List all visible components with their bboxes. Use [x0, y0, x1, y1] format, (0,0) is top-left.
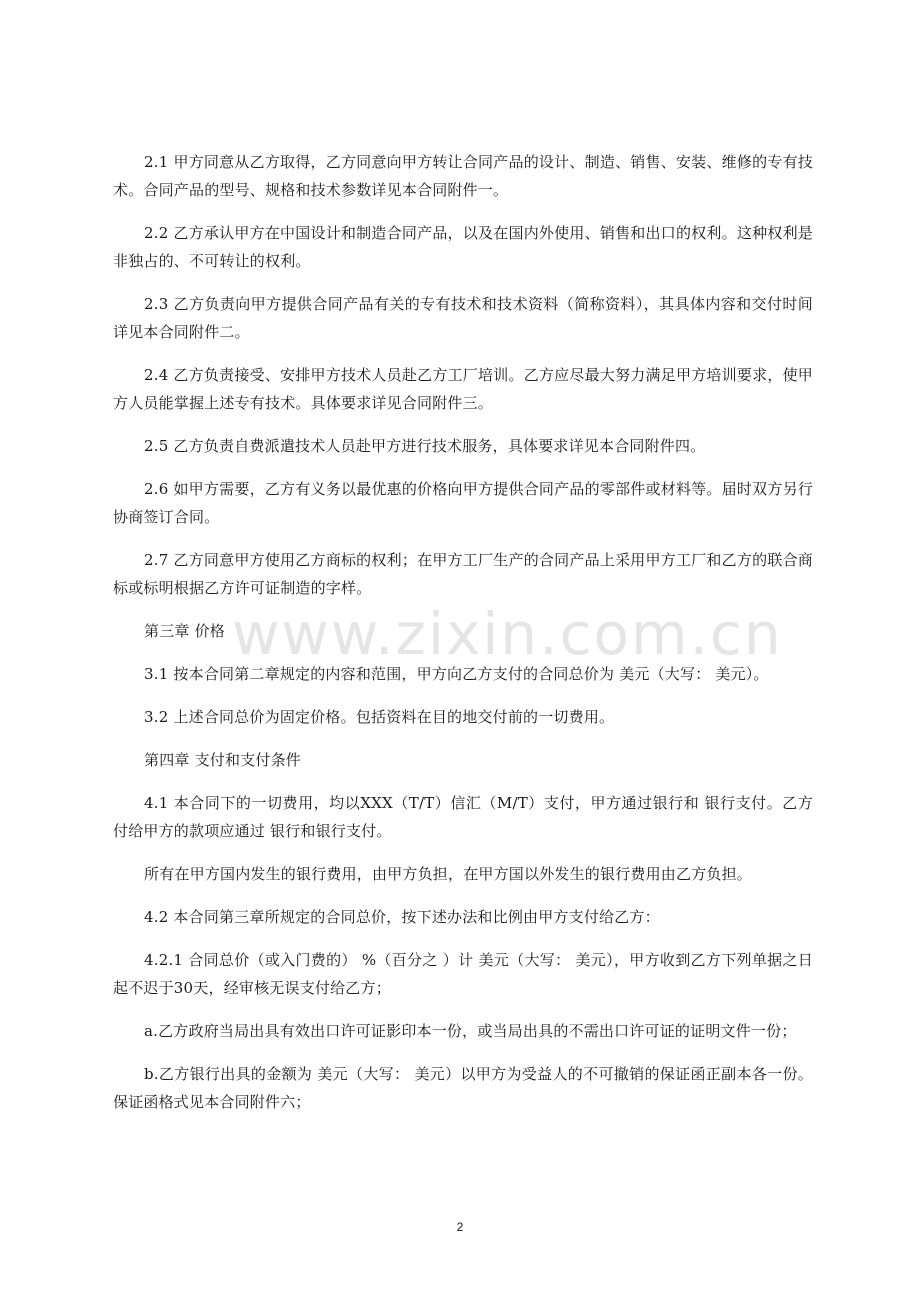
- clause-2-2: 2.2 乙方承认甲方在中国设计和制造合同产品，以及在国内外使用、销售和出口的权利。这种权利是非独占的、不可转让的权利。: [113, 224, 813, 270]
- clause-3-1: 3.1 按本合同第二章规定的内容和范围，甲方向乙方支付的合同总价为 美元（大写： 美元）。: [144, 665, 769, 683]
- clause-2-6: 2.6 如甲方需要，乙方有义务以最优惠的价格向甲方提供合同产品的零部件或材料等。届时双方另行协商签订合同。: [113, 480, 813, 526]
- bank-fees-paragraph: 所有在甲方国内发生的银行费用，由甲方负担，在甲方国以外发生的银行费用由乙方负担。: [144, 865, 753, 883]
- item-a: a.乙方政府当局出具有效出口许可证影印本一份，或当局出具的不需出口许可证的证明文件一份；: [144, 1022, 797, 1040]
- page-number: 2: [456, 1220, 464, 1234]
- clause-2-5: 2.5 乙方负责自费派遣技术人员赴甲方进行技术服务，具体要求详见本合同附件四。: [144, 437, 706, 455]
- clause-2-7: 2.7 乙方同意甲方使用乙方商标的权利；在甲方工厂生产的合同产品上采用甲方工厂和乙方的联合商标或标明根据乙方许可证制造的字样。: [113, 551, 813, 597]
- clause-2-1: 2.1 甲方同意从乙方取得，乙方同意向甲方转让合同产品的设计、制造、销售、安装、维修的专有技术。合同产品的型号、规格和技术参数详见本合同附件一。: [113, 153, 813, 199]
- document-body: [113, 148, 813, 1131]
- clause-4-1: 4.1 本合同下的一切费用，均以XXX（T/T）信汇（M/T）支付，甲方通过银行和 银行支付。乙方付给甲方的款项应通过 银行和银行支付。: [113, 794, 813, 840]
- clause-2-3: 2.3 乙方负责向甲方提供合同产品有关的专有技术和技术资料（简称资料），其具体内容和交付时间详见本合同附件二。: [113, 295, 813, 341]
- clause-3-2: 3.2 上述合同总价为固定价格。包括资料在目的地交付前的一切费用。: [144, 708, 615, 726]
- chapter-4-heading: 第四章 支付和支付条件: [144, 751, 301, 769]
- watermark: www.zixin.com.cn: [232, 600, 783, 668]
- item-b: b.乙方银行出具的金额为 美元（大写： 美元）以甲方为受益人的不可撤销的保证函正副本各一份。保证函格式见本合同附件六；: [113, 1065, 813, 1111]
- clause-4-2-1: 4.2.1 合同总价（或入门费的） %（百分之 ）计 美元（大写： 美元），甲方收到乙方下列单据之日起不迟于30天，经审核无误支付给乙方；: [113, 951, 813, 997]
- chapter-3-heading: 第三章 价格: [144, 622, 225, 640]
- clause-2-4: 2.4 乙方负责接受、安排甲方技术人员赴乙方工厂培训。乙方应尽最大努力满足甲方培训要求，使甲方人员能掌握上述专有技术。具体要求详见合同附件三。: [113, 366, 813, 412]
- clause-4-2: 4.2 本合同第三章所规定的合同总价，按下述办法和比例由甲方支付给乙方：: [144, 908, 660, 926]
